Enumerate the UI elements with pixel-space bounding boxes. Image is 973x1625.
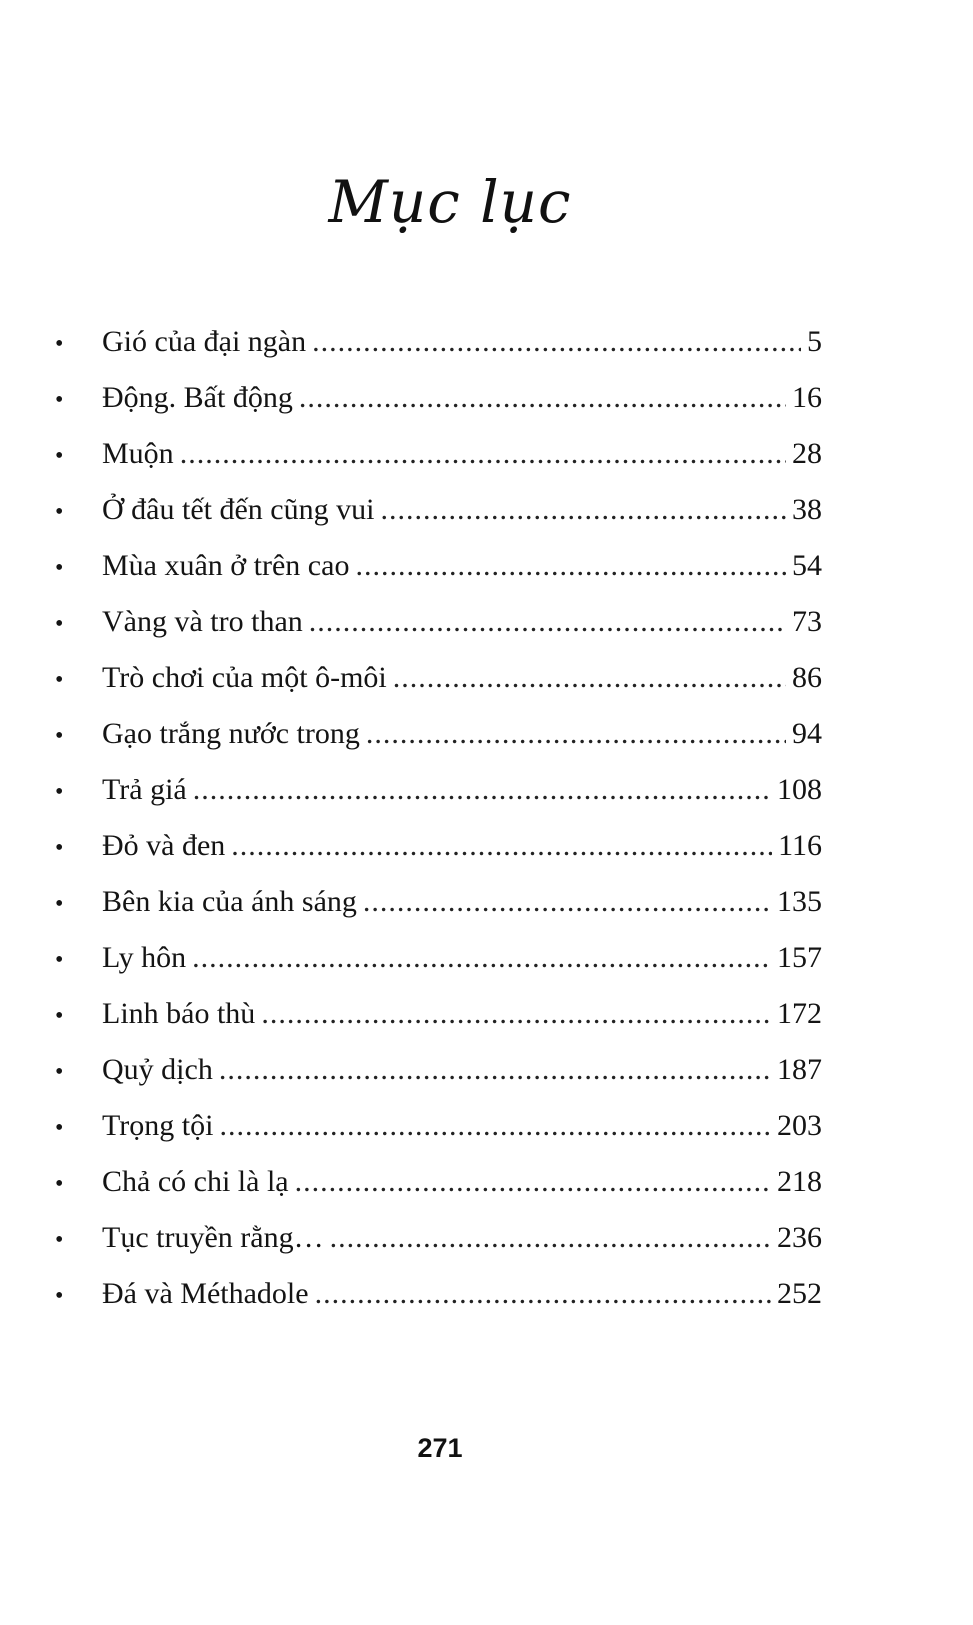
bullet-icon: • — [55, 667, 64, 693]
bullet-icon: • — [55, 387, 64, 413]
dot-leader — [330, 1221, 771, 1255]
toc-entry — [52, 997, 822, 1053]
dot-leader — [219, 1109, 771, 1143]
dot-leader — [193, 773, 771, 807]
bullet-icon: • — [55, 779, 64, 805]
bullet-icon: • — [55, 891, 64, 917]
dot-leader — [363, 885, 771, 919]
toc-entry-page: 187 — [777, 1053, 822, 1086]
toc-entry-page: 157 — [777, 941, 822, 974]
toc-entry-page: 203 — [777, 1109, 822, 1142]
dot-leader — [261, 997, 771, 1031]
toc-entry-title: Trò chơi của một ô-môi — [102, 661, 387, 694]
toc-entry — [52, 661, 822, 717]
toc-entry — [52, 605, 822, 661]
toc-entry — [52, 773, 822, 829]
toc-entry-title: Bên kia của ánh sáng — [102, 885, 357, 918]
toc-entry-page: 135 — [777, 885, 822, 918]
page-title: Mục lục — [328, 168, 572, 236]
dot-leader — [192, 941, 771, 975]
toc-entry-title: Linh báo thù — [102, 997, 256, 1030]
toc-entry — [52, 493, 822, 549]
bullet-icon: • — [55, 1227, 64, 1253]
dot-leader — [309, 605, 786, 639]
toc-entry-title: Đá và Méthadole — [102, 1277, 309, 1310]
toc-entry-title: Mùa xuân ở trên cao — [102, 549, 350, 582]
dot-leader — [366, 717, 786, 751]
table-of-contents — [52, 325, 822, 1333]
bullet-icon: • — [55, 611, 64, 637]
toc-entry — [52, 1053, 822, 1109]
bullet-icon: • — [55, 947, 64, 973]
toc-entry-title: Tục truyền rằng… — [102, 1221, 324, 1254]
toc-entry-title: Ly hôn — [102, 941, 187, 974]
toc-entry — [52, 829, 822, 885]
toc-entry — [52, 885, 822, 941]
toc-entry — [52, 381, 822, 437]
toc-entry-page: 28 — [792, 437, 822, 470]
bullet-icon: • — [55, 1115, 64, 1141]
toc-entry — [52, 717, 822, 773]
toc-entry-title: Gió của đại ngàn — [102, 325, 307, 358]
bullet-icon: • — [55, 835, 64, 861]
toc-entry — [52, 325, 822, 381]
toc-entry — [52, 1109, 822, 1165]
bullet-icon: • — [55, 1003, 64, 1029]
bullet-icon: • — [55, 443, 64, 469]
toc-entry-title: Ở đâu tết đến cũng vui — [102, 493, 375, 526]
toc-entry — [52, 1165, 822, 1221]
bullet-icon: • — [55, 723, 64, 749]
toc-entry-page: 86 — [792, 661, 822, 694]
toc-entry-page: 94 — [792, 717, 822, 750]
toc-entry-title: Động. Bất động — [102, 381, 293, 414]
toc-entry — [52, 941, 822, 997]
dot-leader — [355, 549, 786, 583]
toc-entry-page: 172 — [777, 997, 822, 1030]
toc-entry — [52, 1277, 822, 1333]
bullet-icon: • — [55, 331, 64, 357]
dot-leader — [231, 829, 772, 863]
dot-leader — [219, 1053, 771, 1087]
toc-entry-title: Trọng tội — [102, 1109, 214, 1142]
bullet-icon: • — [55, 555, 64, 581]
toc-entry — [52, 437, 822, 493]
toc-entry-page: 236 — [777, 1221, 822, 1254]
toc-entry-title: Quỷ dịch — [102, 1053, 213, 1086]
dot-leader — [380, 493, 786, 527]
toc-entry-title: Vàng và tro than — [102, 605, 303, 638]
toc-entry-title: Muộn — [102, 437, 174, 470]
toc-entry-page: 73 — [792, 605, 822, 638]
dot-leader — [299, 381, 786, 415]
toc-entry-page: 5 — [807, 325, 822, 358]
dot-leader — [312, 325, 801, 359]
page-number: 271 — [417, 1433, 463, 1463]
toc-entry-page: 116 — [778, 829, 822, 862]
toc-entry-title: Gạo trắng nước trong — [102, 717, 360, 750]
bullet-icon: • — [55, 499, 64, 525]
toc-entry-page: 16 — [792, 381, 822, 414]
toc-entry — [52, 549, 822, 605]
toc-entry-page: 108 — [777, 773, 822, 806]
dot-leader — [180, 437, 786, 471]
toc-entry-title: Chả có chi là lạ — [102, 1165, 289, 1198]
toc-entry-page: 38 — [792, 493, 822, 526]
toc-entry — [52, 1221, 822, 1277]
dot-leader — [315, 1277, 771, 1311]
toc-entry-page: 218 — [777, 1165, 822, 1198]
toc-entry-title: Đỏ và đen — [102, 829, 226, 862]
dot-leader — [393, 661, 786, 695]
bullet-icon: • — [55, 1283, 64, 1309]
bullet-icon: • — [55, 1059, 64, 1085]
toc-entry-title: Trả giá — [102, 773, 187, 806]
toc-entry-page: 252 — [777, 1277, 822, 1310]
dot-leader — [295, 1165, 771, 1199]
toc-entry-page: 54 — [792, 549, 822, 582]
bullet-icon: • — [55, 1171, 64, 1197]
